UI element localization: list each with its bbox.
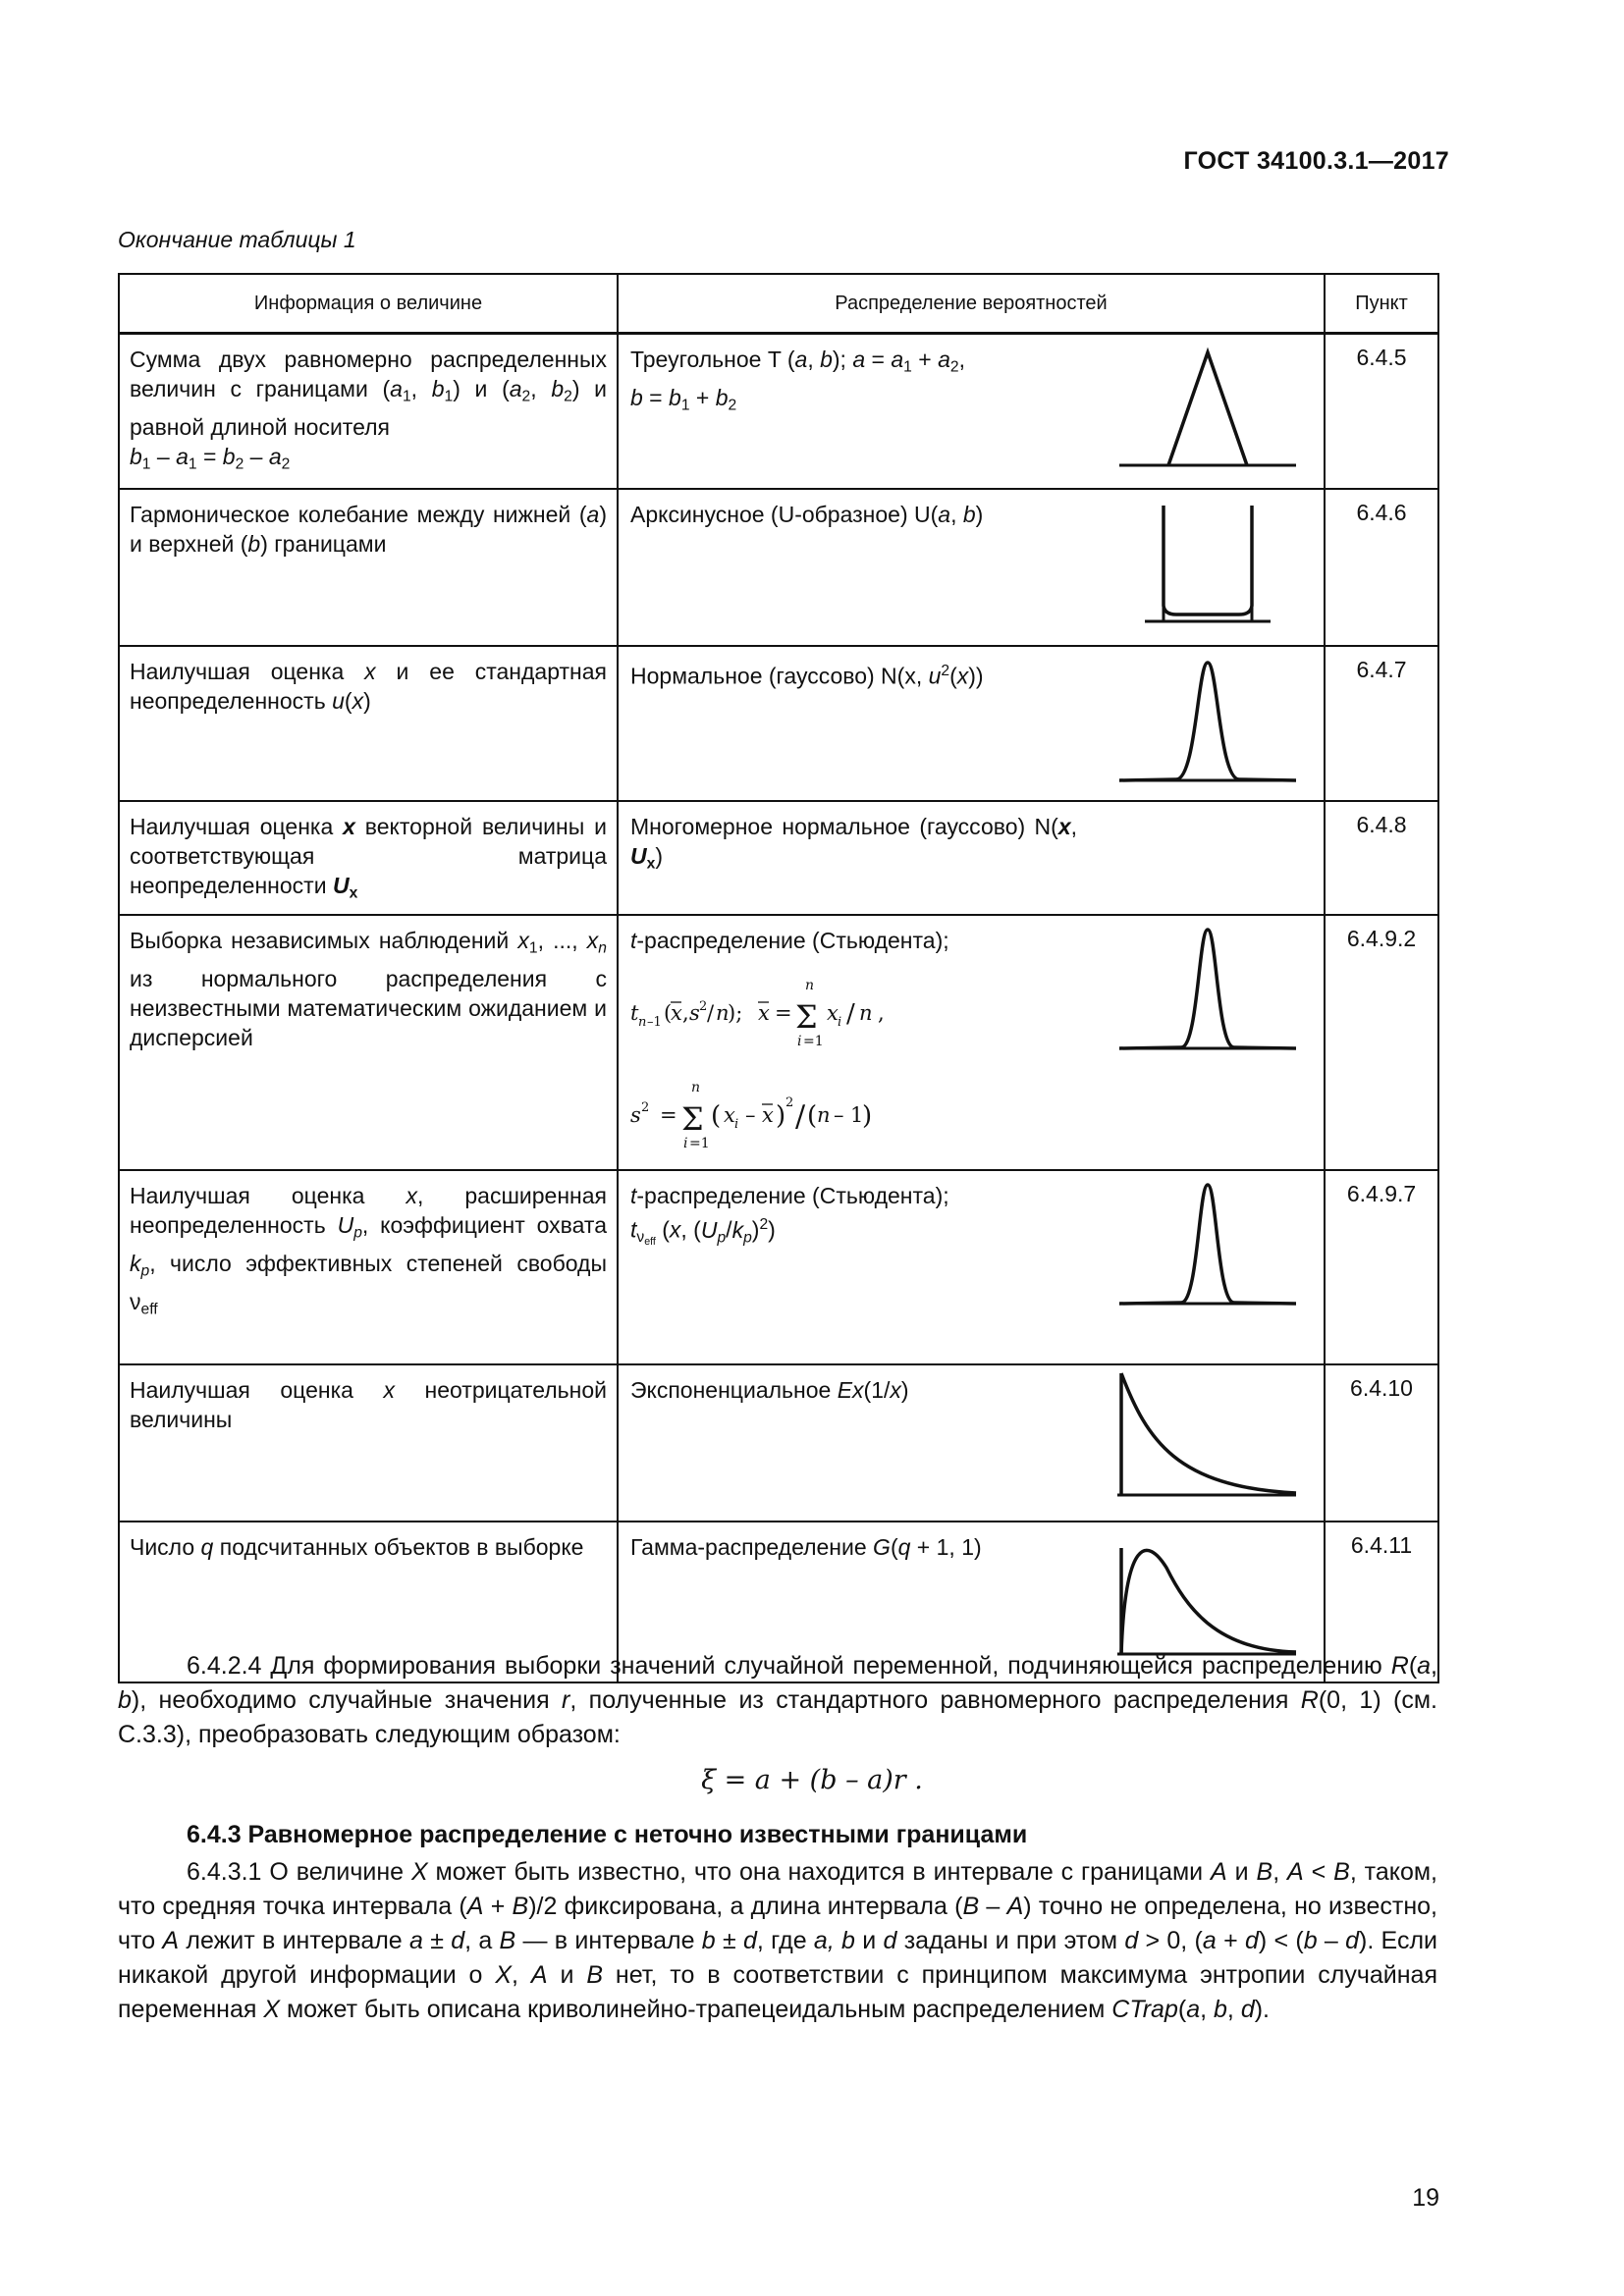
gamma-distribution-icon bbox=[1108, 1528, 1304, 1666]
table-row bbox=[119, 801, 1438, 916]
svg-text:/: / bbox=[707, 1001, 715, 1026]
svg-text:=1: =1 bbox=[689, 1136, 710, 1152]
svg-text:x: x bbox=[758, 1001, 770, 1026]
svg-text:1: 1 bbox=[850, 1103, 864, 1128]
ref-cell: 6.4.8 bbox=[1325, 801, 1438, 916]
ref-cell: 6.4.6 bbox=[1325, 489, 1438, 646]
svg-text:Σ: Σ bbox=[681, 1100, 704, 1139]
table-row bbox=[119, 334, 1438, 489]
paragraph-6-4-2-4: 6.4.2.4 Для формирования выборки значений случайной переменной, подчиняющейся распределению R(a, b), необходимо случайные значения r, полученные из стандартного равномерного распределения R(0, 1) (см. С.3.3), преобразовать следующим образом: bbox=[118, 1652, 1437, 1748]
svg-text:s: s bbox=[630, 1103, 641, 1128]
header-ref: Пункт bbox=[1325, 274, 1438, 334]
page-number: 19 bbox=[1412, 2184, 1439, 2212]
svg-text:): ) bbox=[862, 1101, 873, 1132]
svg-text:x: x bbox=[762, 1103, 774, 1128]
table-row bbox=[119, 1170, 1438, 1364]
svg-text:–1: –1 bbox=[647, 1015, 662, 1031]
distribution-cell: Экспоненциальное Ex(1/x) bbox=[618, 1364, 1087, 1522]
table-header-row bbox=[119, 274, 1438, 334]
svg-text:i: i bbox=[734, 1117, 739, 1133]
distribution-cell: Арксинусное (U-образное) U(a, b) bbox=[618, 489, 1087, 646]
figure-cell bbox=[1087, 646, 1325, 801]
u-shaped-distribution-icon bbox=[1108, 496, 1304, 633]
transform-formula: ξ = a + (b – a)r . bbox=[701, 1765, 923, 1795]
figure-cell bbox=[1087, 489, 1325, 646]
svg-text:i: i bbox=[797, 1034, 802, 1050]
exponential-distribution-icon bbox=[1108, 1371, 1304, 1509]
ref-cell: 6.4.10 bbox=[1325, 1364, 1438, 1522]
table-caption: Окончание таблицы 1 bbox=[118, 227, 356, 252]
section-heading: 6.4.3 Равномерное распределение с неточно известными границами bbox=[187, 1821, 1028, 1848]
figure-cell bbox=[1087, 1364, 1325, 1522]
distribution-cell: t-распределение (Стьюдента); $t_{\nu_{eff}}$ (x, $(U_p/k_p)^2$) bbox=[618, 1170, 1087, 1364]
svg-text:(: ( bbox=[711, 1101, 722, 1132]
svg-text:(: ( bbox=[807, 1101, 818, 1132]
distribution-table bbox=[118, 273, 1439, 1683]
svg-text:i: i bbox=[838, 1015, 842, 1031]
distribution-cell: Гамма-распределение G(q + 1, 1) bbox=[618, 1522, 1087, 1682]
svg-text:Σ: Σ bbox=[795, 998, 818, 1037]
info-cell: Сумма двух равномерно распределенных величин с границами ($a_1$, $b_1$) и ($a_2$, $b_2$) и равной длиной носителя $b_1 - a_1 = b_2 - a_2$ bbox=[119, 334, 618, 489]
svg-text:n: n bbox=[716, 1001, 730, 1026]
svg-text:=: = bbox=[775, 1001, 792, 1026]
svg-text:);: ); bbox=[728, 1001, 743, 1026]
svg-text:,: , bbox=[878, 1001, 885, 1026]
svg-text:–: – bbox=[745, 1103, 756, 1128]
svg-text:): ) bbox=[776, 1101, 786, 1132]
svg-text:,: , bbox=[682, 1001, 689, 1026]
svg-text:–: – bbox=[834, 1103, 844, 1128]
svg-text:2: 2 bbox=[699, 999, 708, 1015]
svg-text:x: x bbox=[827, 1001, 839, 1026]
ref-cell: 6.4.7 bbox=[1325, 646, 1438, 801]
figure-cell bbox=[1087, 1170, 1325, 1364]
svg-text:=1: =1 bbox=[803, 1034, 824, 1050]
distribution-cell: Треугольное T (a, b); $a = a_1 + a_2$, $b = b_1 + b_2$ bbox=[618, 334, 1087, 489]
svg-text:/: / bbox=[846, 999, 855, 1030]
info-cell: Число q подсчитанных объектов в выборке bbox=[119, 1522, 618, 1682]
distribution-cell: Нормальное (гауссово) N(x, $u^2(x)$) bbox=[618, 646, 1087, 801]
svg-text:t: t bbox=[630, 1001, 639, 1026]
svg-text:n: n bbox=[691, 1080, 701, 1096]
info-cell: Наилучшая оценка x неотрицательной величины bbox=[119, 1364, 618, 1522]
triangular-distribution-icon bbox=[1108, 341, 1304, 478]
figure-cell bbox=[1087, 801, 1325, 916]
document-code: ГОСТ 34100.3.1—2017 bbox=[1183, 147, 1449, 175]
header-info: Информация о величине bbox=[119, 274, 618, 334]
svg-text:(: ( bbox=[664, 1001, 673, 1026]
ref-cell: 6.4.9.7 bbox=[1325, 1170, 1438, 1364]
table-row bbox=[119, 915, 1438, 1170]
normal-distribution-icon bbox=[1108, 653, 1304, 790]
distribution-cell: t-распределение (Стьюдента); t n –1 ( x , s 2 / n ); x = Σ n i =1 x i / n , s 2 = Σ n i =1 ( x i – x ) 2 / ( n – 1 ) bbox=[618, 915, 1087, 1170]
distribution-cell: Многомерное нормальное (гауссово) N(x, $U_x$) bbox=[618, 801, 1087, 916]
svg-text:x: x bbox=[724, 1103, 735, 1128]
svg-text:/: / bbox=[795, 1099, 806, 1135]
figure-cell bbox=[1087, 915, 1325, 1170]
figure-cell bbox=[1087, 334, 1325, 489]
ref-cell: 6.4.11 bbox=[1325, 1522, 1438, 1682]
table-row bbox=[119, 489, 1438, 646]
ref-cell: 6.4.5 bbox=[1325, 334, 1438, 489]
table-row bbox=[119, 646, 1438, 801]
svg-text:n: n bbox=[805, 978, 815, 994]
paragraph-6-4-3-1: 6.4.3.1 О величине X может быть известно, что она находится в интервале с границами A и B, A < B, таком, что средняя точка интервала (A + B)/2 фиксирована, а длина интервала (B – A) точно не определена, но известно, что A лежит в интервале a ± d, а B — в интервале b ± d, где a, b и d заданы и при этом d > 0, (a + d) < (b – d). Если никакой другой информации о X, A и B нет, то в соответствии с принципом максимума энтропии случайная переменная X может быть описана криволинейно-трапецеидальным распределением CTrap(a, b, d). bbox=[118, 1858, 1438, 2023]
svg-text:=: = bbox=[660, 1103, 677, 1128]
ref-cell: 6.4.9.2 bbox=[1325, 915, 1438, 1170]
student-t-distribution-icon bbox=[1108, 1177, 1304, 1314]
svg-text:2: 2 bbox=[641, 1100, 650, 1116]
svg-text:x: x bbox=[671, 1001, 682, 1026]
header-distribution: Распределение вероятностей bbox=[618, 274, 1325, 334]
svg-text:n: n bbox=[859, 1001, 873, 1026]
student-t-formulas bbox=[630, 957, 945, 1163]
info-cell: Гармоническое колебание между нижней (a) и верхней (b) границами bbox=[119, 489, 618, 646]
student-t-distribution-icon bbox=[1108, 922, 1304, 1059]
svg-text:s: s bbox=[689, 1001, 700, 1026]
svg-text:n: n bbox=[817, 1103, 831, 1128]
svg-text:i: i bbox=[683, 1136, 688, 1152]
info-cell: Наилучшая оценка x, расширенная неопределенность $U_p$, коэффициент охвата $k_p$, число эффективных степеней свободы $\nu_{eff}$ bbox=[119, 1170, 618, 1364]
svg-text:n: n bbox=[638, 1015, 647, 1031]
info-cell: Наилучшая оценка x и ее стандартная неопределенность u(x) bbox=[119, 646, 618, 801]
info-cell: Наилучшая оценка x векторной величины и соответствующая матрица неопределенности $U_x$ bbox=[119, 801, 618, 916]
info-cell: Выборка независимых наблюдений $x_1$, ..., $x_n$ из нормального распределения с неизвестными математическим ожиданием и дисперсией bbox=[119, 915, 618, 1170]
table-row bbox=[119, 1364, 1438, 1522]
svg-text:2: 2 bbox=[785, 1095, 794, 1111]
